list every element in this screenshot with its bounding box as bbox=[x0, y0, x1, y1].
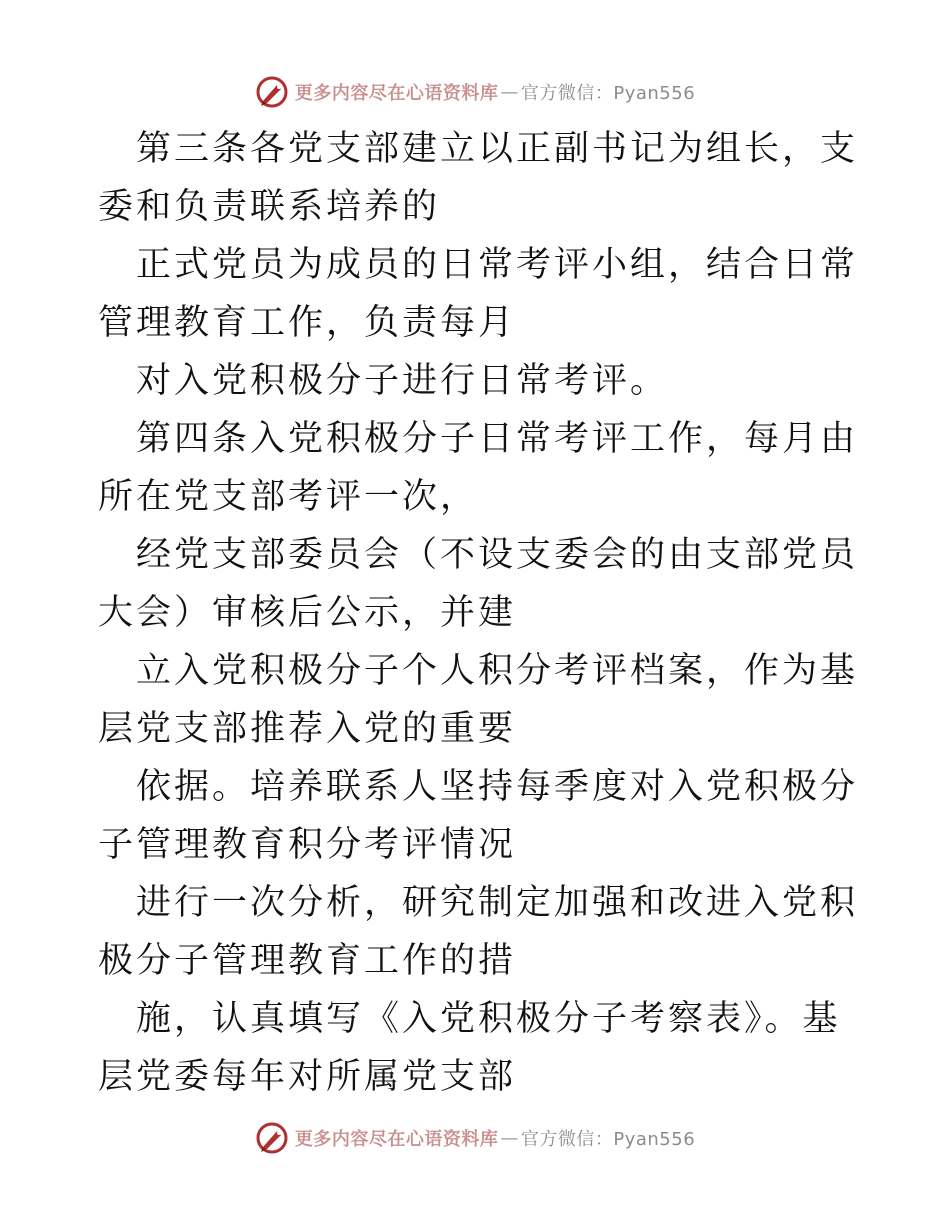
paragraph-9: 施，认真填写《入党积极分子考察表》。基层党委每年对所属党支部 bbox=[98, 999, 841, 1097]
paragraph-3: 对入党积极分子进行日常考评。 bbox=[136, 361, 669, 401]
pen-circle-logo-icon bbox=[255, 1121, 289, 1155]
header-banner bbox=[0, 72, 950, 112]
paragraph-7: 依据。培养联系人坚持每季度对入党积极分子管理教育积分考评情况 bbox=[98, 767, 859, 865]
footer-banner-text bbox=[295, 1125, 695, 1151]
footer-banner-lead: 更多内容尽在心语资料库 bbox=[294, 1129, 499, 1150]
paragraph-6: 立入党积极分子个人积分考评档案，作为基层党支部推荐入党的重要 bbox=[98, 651, 859, 749]
footer-banner-separator: — bbox=[500, 1127, 519, 1149]
footer-banner-contact: 官方微信：Pyan556 bbox=[520, 1129, 696, 1150]
header-banner-text bbox=[295, 79, 695, 105]
paragraph-1: 第三条各党支部建立以正副书记为组长，支委和负责联系培养的 bbox=[98, 129, 859, 227]
header-banner-separator: — bbox=[500, 81, 519, 103]
document-body bbox=[98, 120, 858, 1106]
header-banner-lead: 更多内容尽在心语资料库 bbox=[294, 83, 499, 104]
paragraph-2: 正式党员为成员的日常考评小组，结合日常管理教育工作，负责每月 bbox=[98, 245, 859, 343]
footer-banner bbox=[0, 1118, 950, 1158]
pen-circle-logo-icon bbox=[255, 75, 289, 109]
header-banner-contact: 官方微信：Pyan556 bbox=[520, 83, 696, 104]
paragraph-5: 经党支部委员会（不设支委会的由支部党员大会）审核后公示，并建 bbox=[98, 535, 859, 633]
paragraph-8: 进行一次分析，研究制定加强和改进入党积极分子管理教育工作的措 bbox=[98, 883, 859, 981]
paragraph-4: 第四条入党积极分子日常考评工作，每月由所在党支部考评一次， bbox=[98, 419, 859, 517]
